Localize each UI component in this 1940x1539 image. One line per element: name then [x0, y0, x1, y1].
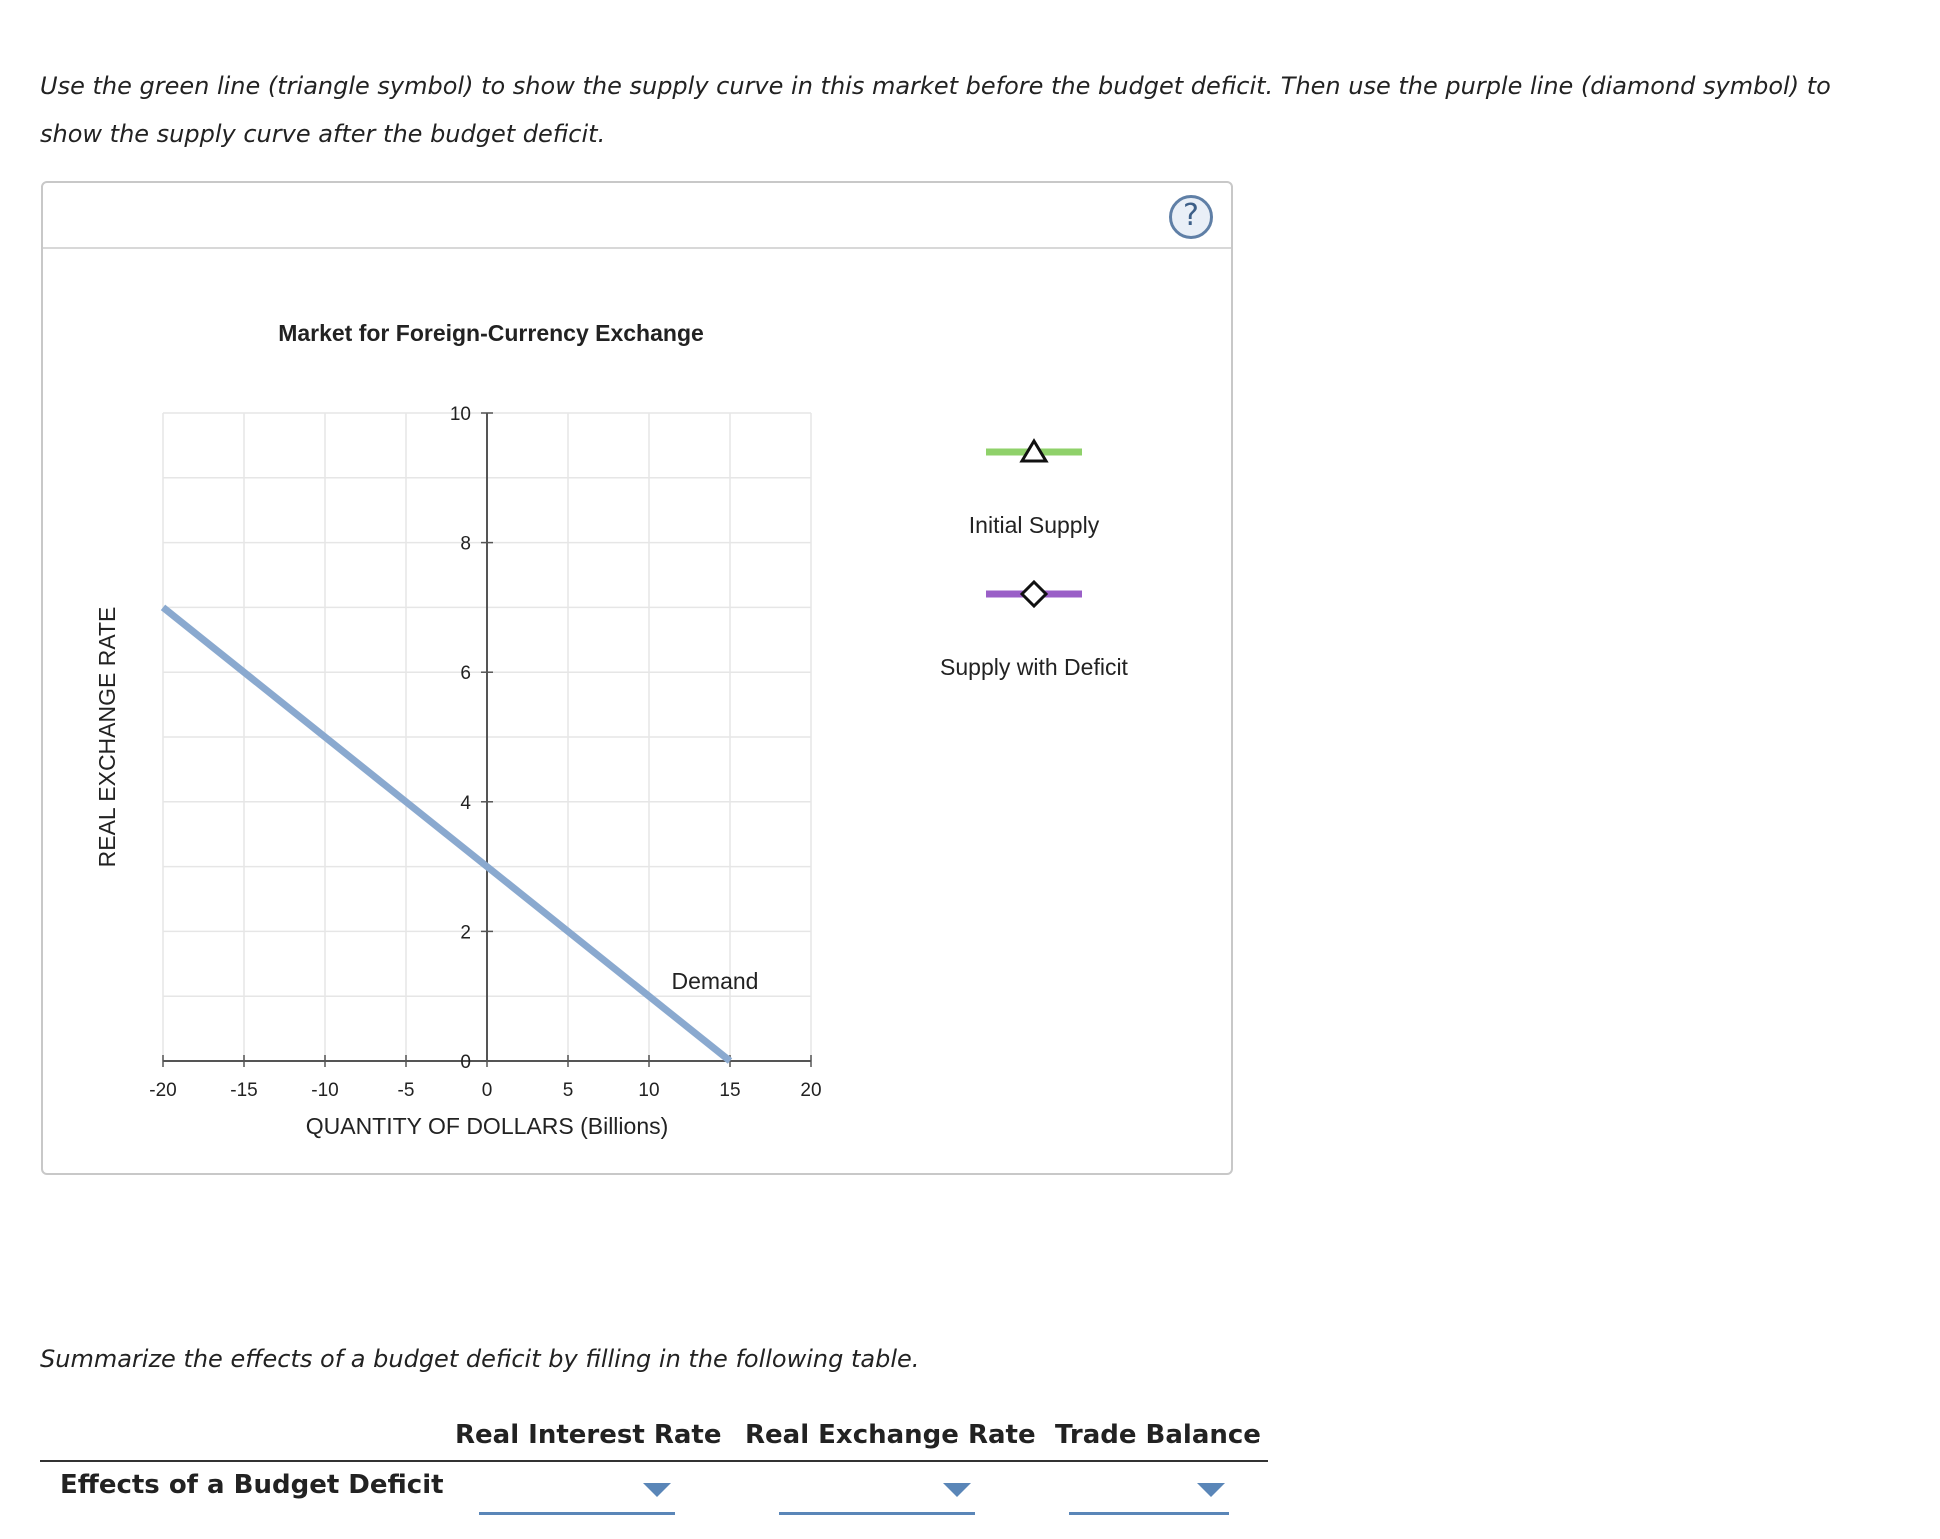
y-tick-label: 6 [460, 663, 471, 685]
y-tick-label: 4 [460, 792, 471, 814]
x-tick-label: 20 [800, 1080, 822, 1101]
x-axis-label: QUANTITY OF DOLLARS (Billions) [305, 1113, 669, 1139]
chevron-down-icon [643, 1483, 671, 1497]
table-divider [40, 1460, 1268, 1462]
chevron-down-icon [943, 1483, 971, 1497]
x-tick-label: -20 [149, 1080, 177, 1101]
diamond-icon [1022, 582, 1046, 606]
x-tick-label: -10 [311, 1080, 339, 1101]
x-tick-label: 0 [481, 1080, 493, 1101]
dropdown-real-exchange-rate[interactable] [779, 1475, 975, 1515]
dropdown-trade-balance[interactable] [1069, 1475, 1229, 1515]
row-label: Effects of a Budget Deficit [60, 1470, 444, 1500]
chart-title: Market for Foreign-Currency Exchange [278, 320, 704, 346]
column-header-real-interest-rate: Real Interest Rate [455, 1420, 722, 1450]
y-tick-label: 2 [460, 922, 471, 944]
x-tick-label: 5 [562, 1080, 574, 1101]
chart[interactable] [41, 181, 1229, 1171]
x-tick-label: -15 [230, 1080, 258, 1101]
help-button[interactable]: ? [1169, 195, 1213, 239]
dropdown-real-interest-rate[interactable] [479, 1475, 675, 1515]
column-header-real-exchange-rate: Real Exchange Rate [745, 1420, 1036, 1450]
y-tick-label: 8 [460, 533, 471, 555]
column-header-trade-balance: Trade Balance [1055, 1420, 1261, 1450]
y-tick-label: 10 [449, 404, 471, 425]
legend-label: Initial Supply [968, 512, 1100, 538]
y-tick-label: 0 [460, 1052, 471, 1073]
x-tick-label: 10 [638, 1080, 660, 1101]
legend-label: Supply with Deficit [940, 654, 1128, 680]
summary-prompt: Summarize the effects of a budget deficit by filling in the following table. [40, 1345, 920, 1373]
instructions: Use the green line (triangle symbol) to show the supply curve in this market before the budget deficit. Then use the purple line (diamond symbol) to show the supply curve after the budget deficit. [40, 72, 1831, 148]
demand-line [163, 607, 730, 1061]
x-tick-label: 15 [719, 1080, 741, 1101]
y-axis-label: REAL EXCHANGE RATE [94, 606, 120, 868]
chevron-down-icon [1197, 1483, 1225, 1497]
demand-label: Demand [671, 968, 759, 994]
x-tick-label: -5 [397, 1080, 415, 1101]
